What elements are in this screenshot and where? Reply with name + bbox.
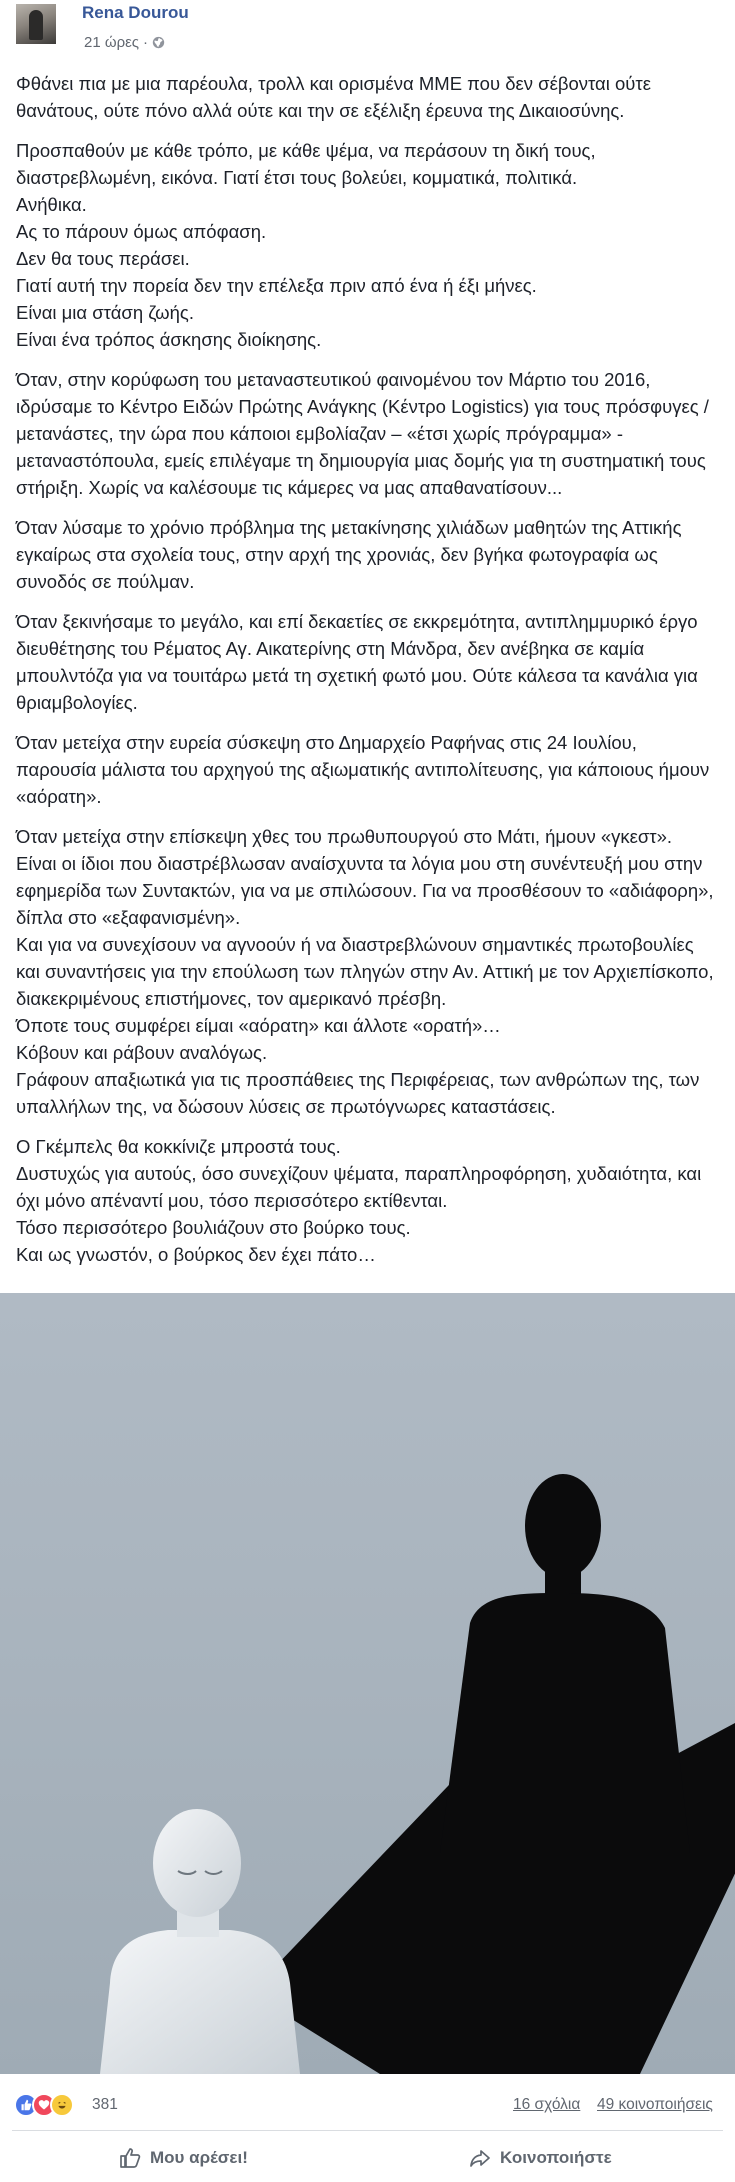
- post-actions: [0, 2136, 735, 2180]
- divider: [12, 2130, 723, 2131]
- paragraph: [16, 608, 721, 716]
- author-avatar[interactable]: [16, 4, 56, 44]
- reaction-icons[interactable]: [14, 2093, 68, 2117]
- text-line: Όταν μετείχα στην επίσκεψη χθες του πρωθυπουργού στο Μάτι, ήμουν «γκεστ».: [16, 826, 673, 847]
- shadow-figure: [440, 1474, 690, 1853]
- post-header: [0, 0, 735, 60]
- post-image[interactable]: [0, 1293, 735, 2074]
- share-label: Κοινοποιήστε: [500, 2148, 612, 2167]
- share-button[interactable]: [468, 2142, 612, 2174]
- reactions-bar: [0, 2085, 735, 2125]
- paragraph: [16, 729, 721, 810]
- text-line: Δυστυχώς για αυτούς, όσο συνεχίζουν ψέματα, παραπληροφόρηση, χυδαιότητα, και όχι μόνο απέναντί μου, τόσο περισσότερο εκτίθενται.: [16, 1163, 702, 1211]
- text-line: Ο Γκέμπελς θα κοκκίνιζε μπροστά τους.: [16, 1136, 341, 1157]
- text-line: Ας το πάρουν όμως απόφαση.: [16, 221, 267, 242]
- meta-separator: ·: [143, 34, 149, 51]
- illustration: [0, 1293, 735, 2074]
- white-figure: [100, 1809, 300, 2074]
- reaction-count[interactable]: 381: [92, 2096, 118, 2113]
- post-meta: [84, 34, 165, 51]
- text-line: Είναι οι ίδιοι που διαστρέβλωσαν αναίσχυντα τα λόγια μου στη συνέντευξή μου στην εφημερίδα των Συντακτών, για να με σπιλώσουν. Για να προσθέσουν το «αδιάφορη», δίπλα στο «εξαφανισμένη».: [16, 853, 714, 928]
- text-line: Ανήθικα.: [16, 194, 87, 215]
- paragraph: [16, 823, 721, 1120]
- author-name[interactable]: Rena Dourou: [82, 3, 189, 22]
- text-line: Φθάνει πια με μια παρέουλα, τρολλ και ορισμένα ΜΜΕ που δεν σέβονται ούτε θανάτους, ούτε πόνο αλλά ούτε και την σε εξέλιξη έρευνα της Δικαιοσύνης.: [16, 73, 651, 121]
- post-body: [16, 70, 721, 1281]
- globe-icon[interactable]: [152, 36, 165, 49]
- text-line: Δεν θα τους περάσει.: [16, 248, 190, 269]
- text-line: Όποτε τους συμφέρει είμαι «αόρατη» και άλλοτε «ορατή»…: [16, 1015, 501, 1036]
- text-line: Είναι ένα τρόπος άσκησης διοίκησης.: [16, 329, 322, 350]
- text-line: Όταν μετείχα στην ευρεία σύσκεψη στο Δημαρχείο Ραφήνας στις 24 Ιουλίου, παρουσία μάλιστα του αρχηγού της αξιωματικής αντιπολίτευσης, για κάποιους ήμουν «αόρατη».: [16, 732, 710, 807]
- haha-icon: [50, 2093, 74, 2117]
- paragraph: [16, 137, 721, 353]
- text-line: Κόβουν και ράβουν αναλόγως.: [16, 1042, 268, 1063]
- comments-count-link[interactable]: 16 σχόλια: [513, 2096, 581, 2113]
- paragraph: [16, 70, 721, 124]
- text-line: Γιατί αυτή την πορεία δεν την επέλεξα πριν από ένα ή έξι μήνες.: [16, 275, 537, 296]
- like-button[interactable]: [118, 2142, 248, 2174]
- shares-count-link[interactable]: 49 κοινοποιήσεις: [597, 2096, 713, 2113]
- paragraph: [16, 366, 721, 501]
- text-line: Είναι μια στάση ζωής.: [16, 302, 194, 323]
- text-line: Και ως γνωστόν, ο βούρκος δεν έχει πάτο…: [16, 1244, 376, 1265]
- text-line: Όταν ξεκινήσαμε το μεγάλο, και επί δεκαετίες σε εκκρεμότητα, αντιπλημμυρικό έργο διευθέτησης του Ρέματος Αγ. Αικατερίνης στη Μάνδρα, δεν ανέβηκα σε καμία μπουλντόζα για να τουιτάρω μετά τη σχετική φωτό μου. Ούτε κάλεσα τα κανάλια για θριαμβολογίες.: [16, 611, 698, 713]
- post-timestamp[interactable]: 21 ώρες: [84, 34, 140, 51]
- share-arrow-icon: [468, 2146, 492, 2170]
- text-line: Προσπαθούν με κάθε τρόπο, με κάθε ψέμα, να περάσουν τη δική τους, διαστρεβλωμένη, εικόνα. Γιατί έτσι τους βολεύει, κομματικά, πολιτικά.: [16, 140, 596, 188]
- like-label: Μου αρέσει!: [150, 2148, 248, 2167]
- text-line: Όταν, στην κορύφωση του μεταναστευτικού φαινομένου τον Μάρτιο του 2016, ιδρύσαμε το Κέντρο Ειδών Πρώτης Ανάγκης (Κέντρο Logistics) για τους πρόσφυγες / μετανάστες, την ώρα που κάποιοι εμβολίαζαν – «έτσι χωρίς πρόγραμμα» - μεταναστόπουλα, εμείς επιλέγαμε τη δημιουργία μιας δομής για τη συστηματική τους στήριξη. Χωρίς να καλέσουμε τις κάμερες να μας απαθανατίσουν...: [16, 369, 709, 498]
- paragraph: [16, 514, 721, 595]
- thumbs-up-icon: [118, 2146, 142, 2170]
- text-line: Όταν λύσαμε το χρόνιο πρόβλημα της μετακίνησης χιλιάδων μαθητών της Αττικής εγκαίρως στα σχολεία τους, στην αρχή της χρονιάς, δεν βγήκα φωτογραφία ως συνοδός σε πούλμαν.: [16, 517, 682, 592]
- paragraph: [16, 1133, 721, 1268]
- text-line: Γράφουν απαξιωτικά για τις προσπάθειες της Περιφέρειας, των ανθρώπων της, των υπαλλήλων της, να δώσουν λύσεις σε πρωτόγνωρες καταστάσεις.: [16, 1069, 700, 1117]
- text-line: Και για να συνεχίσουν να αγνοούν ή να διαστρεβλώνουν σημαντικές πρωτοβουλίες και συναντήσεις για την επούλωση των πληγών στην Αν. Αττική με τον Αρχιεπίσκοπο, διακεκριμένους επιστήμονες, τον αμερικανό πρέσβη.: [16, 934, 714, 1009]
- text-line: Τόσο περισσότερο βουλιάζουν στο βούρκο τους.: [16, 1217, 411, 1238]
